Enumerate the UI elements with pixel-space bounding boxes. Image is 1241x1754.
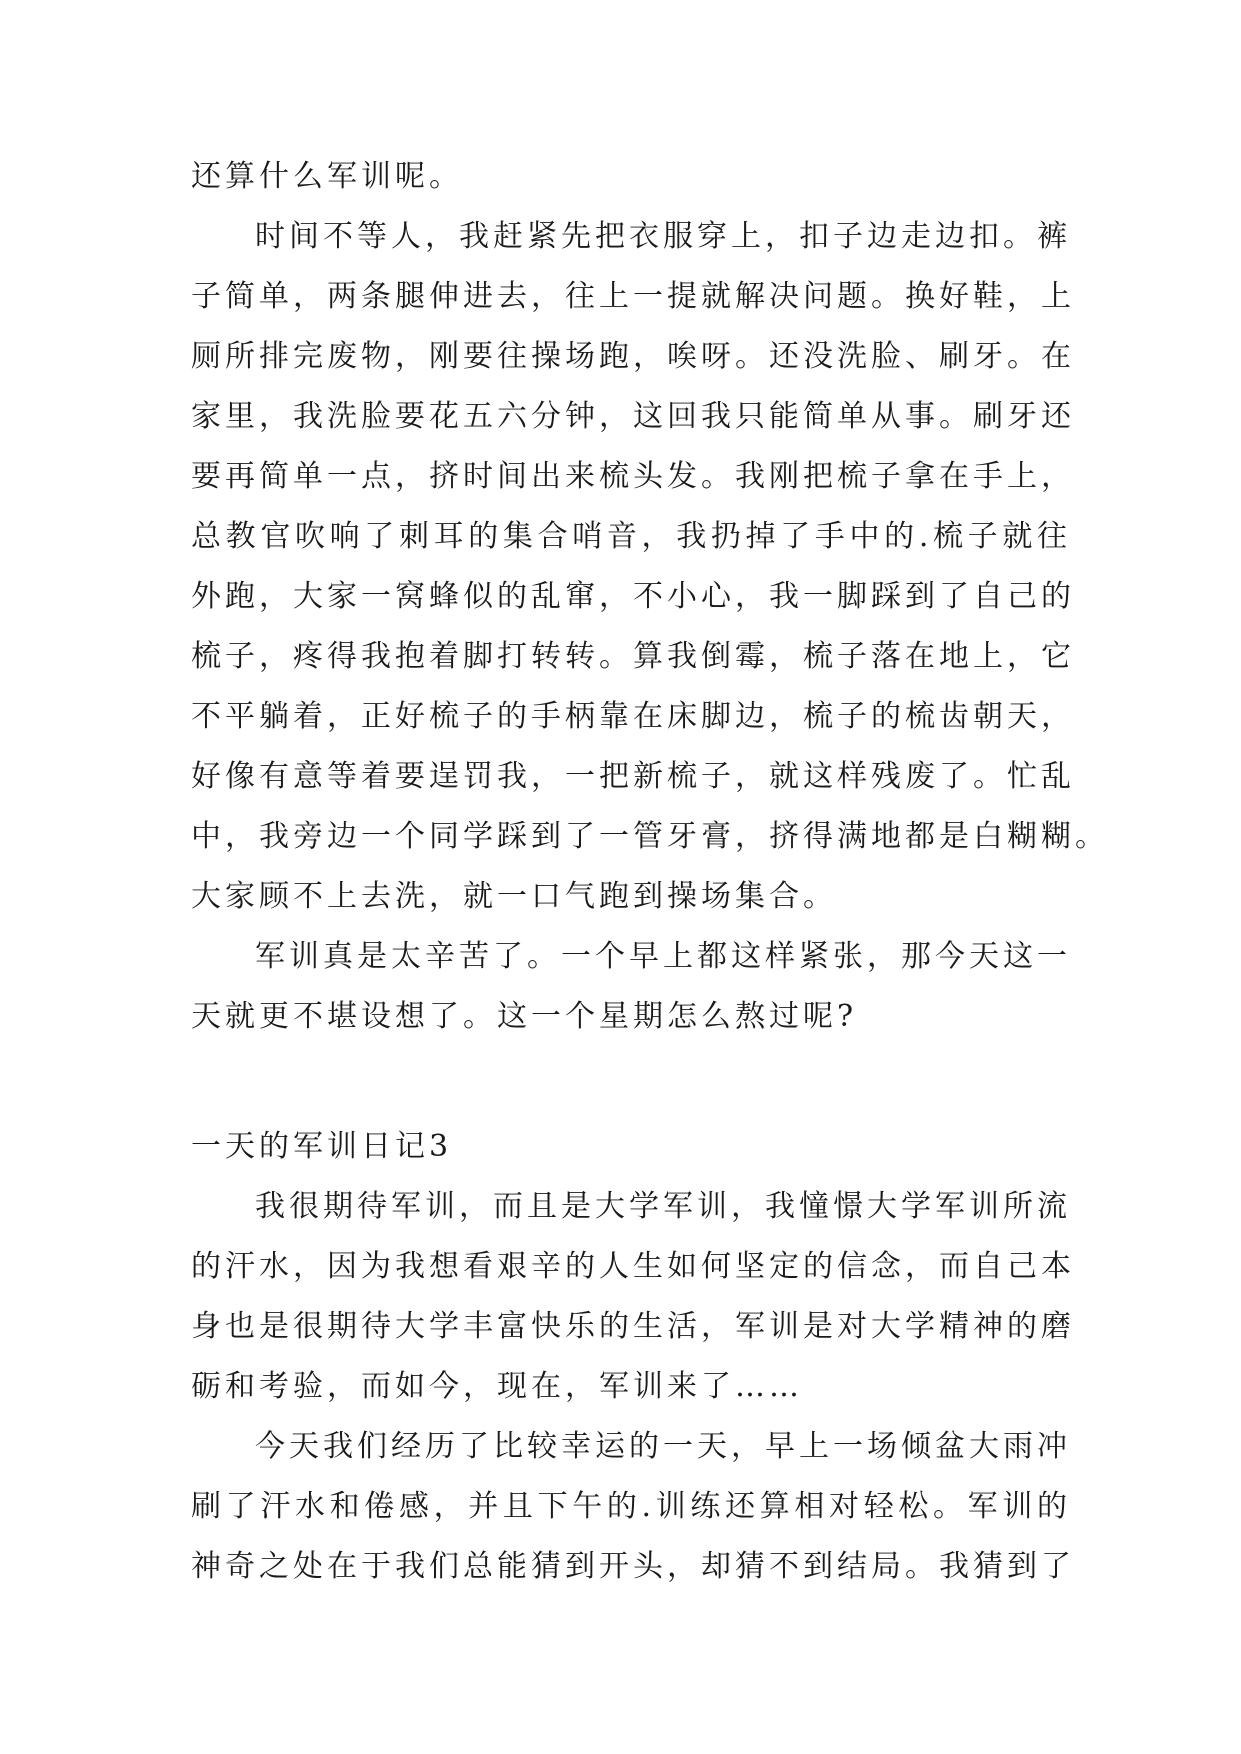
text-line: 时间不等人，我赶紧先把衣服穿上，扣子边走边扣。裤 xyxy=(255,219,1071,254)
text-line: 刷了汗水和倦感，并且下午的.训练还算相对轻松。军训的 xyxy=(191,1489,1071,1524)
text-line: 天就更不堪设想了。这一个星期怎么熬过呢? xyxy=(191,999,858,1034)
text-line: 子简单，两条腿伸进去，往上一提就解决问题。换好鞋，上 xyxy=(191,279,1075,314)
section-gap xyxy=(191,1047,1071,1117)
text-line: 要再简单一点，挤时间出来梳头发。我刚把梳子拿在手上， xyxy=(191,459,1075,494)
text-line: 不平躺着，正好梳子的手柄靠在床脚边，梳子的梳齿朝天， xyxy=(191,699,1075,734)
text-line: 神奇之处在于我们总能猜到开头，却猜不到结局。我猜到了 xyxy=(191,1549,1075,1584)
paragraph-expectation xyxy=(191,1177,1075,1417)
text-line: 厕所排完废物，刚要往操场跑，唉呀。还没洗脸、刷牙。在 xyxy=(191,339,1075,374)
text-line: 军训真是太辛苦了。一个早上都这样紧张，那今天这一 xyxy=(255,939,1071,974)
text-line: 梳子，疼得我抱着脚打转转。算我倒霉，梳子落在地上，它 xyxy=(191,639,1075,674)
text-line: 大家顾不上去洗，就一口气跑到操场集合。 xyxy=(191,879,837,914)
text-line: 总教官吹响了刺耳的集合哨音，我扔掉了手中的.梳子就往 xyxy=(191,519,1071,554)
paragraph-hardship xyxy=(191,927,1071,1047)
text-line: 外跑，大家一窝蜂似的乱窜，不小心，我一脚踩到了自己的 xyxy=(191,579,1075,614)
text-line: 我很期待军训，而且是大学军训，我憧憬大学军训所流 xyxy=(255,1189,1071,1224)
paragraph-today xyxy=(191,1417,1075,1597)
text-line: 的汗水，因为我想看艰辛的人生如何坚定的信念，而自己本 xyxy=(191,1249,1075,1284)
text-line: 家里，我洗脸要花五六分钟，这回我只能简单从事。刷牙还 xyxy=(191,399,1075,434)
document-page xyxy=(191,147,1109,1597)
paragraph-continuation xyxy=(191,147,1071,207)
text-line: 砺和考验，而如今，现在，军训来了…… xyxy=(191,1369,803,1404)
text-line: 今天我们经历了比较幸运的一天，早上一场倾盆大雨冲 xyxy=(255,1429,1071,1464)
text-line: 还算什么军训呢。 xyxy=(191,159,463,194)
text-line: 中，我旁边一个同学踩到了一管牙膏，挤得满地都是白糊糊。 xyxy=(191,819,1109,854)
section-heading: 一天的军训日记3 xyxy=(191,1129,453,1164)
text-line: 好像有意等着要逞罚我，一把新梳子，就这样残废了。忙乱 xyxy=(191,759,1075,794)
paragraph-morning-rush xyxy=(191,207,1109,927)
text-line: 身也是很期待大学丰富快乐的生活，军训是对大学精神的磨 xyxy=(191,1309,1075,1344)
